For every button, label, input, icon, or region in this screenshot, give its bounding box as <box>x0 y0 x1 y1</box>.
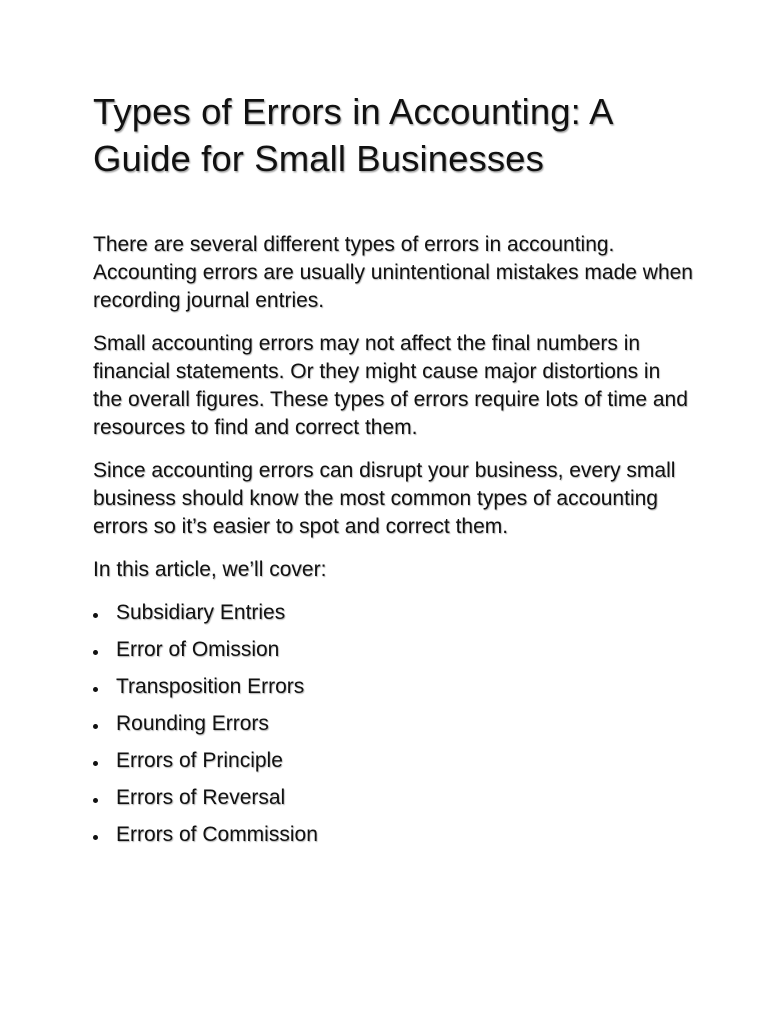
list-item <box>93 673 693 710</box>
bullet-icon <box>93 650 98 655</box>
page-title: Types of Errors in Accounting: A Guide for Small Businesses <box>93 91 612 179</box>
list-item-label: Errors of Commission <box>116 823 318 846</box>
list-item-label: Errors of Principle <box>116 749 283 772</box>
document-content <box>93 88 693 858</box>
paragraph-intro: There are several different types of errors in accounting. Accounting errors are usually unintentional mistakes made when recording journal entries. <box>93 233 693 312</box>
list-item <box>93 821 693 858</box>
list-item-label: Transposition Errors <box>116 675 305 698</box>
topics-list <box>93 599 693 858</box>
list-item <box>93 784 693 821</box>
list-item <box>93 599 693 636</box>
bullet-icon <box>93 687 98 692</box>
list-item-label: Errors of Reversal <box>116 786 286 809</box>
bullet-icon <box>93 835 98 840</box>
list-item-label: Subsidiary Entries <box>116 601 286 624</box>
bullet-icon <box>93 724 98 729</box>
body-text <box>93 231 693 584</box>
bullet-icon <box>93 613 98 618</box>
list-item <box>93 636 693 673</box>
paragraph-impact: Small accounting errors may not affect the final numbers in financial statements. Or they might cause major distortions in the overall figures. These types of errors require lots of time and resources to find and correct them. <box>93 332 688 439</box>
list-item <box>93 747 693 784</box>
paragraph-coverage-intro: In this article, we’ll cover: <box>93 558 327 581</box>
bullet-icon <box>93 761 98 766</box>
list-item-label: Rounding Errors <box>116 712 269 735</box>
list-item <box>93 710 693 747</box>
list-item-label: Error of Omission <box>116 638 280 661</box>
paragraph-importance: Since accounting errors can disrupt your business, every small business should know the most common types of accounting errors so it’s easier to spot and correct them. <box>93 459 676 538</box>
bullet-icon <box>93 798 98 803</box>
